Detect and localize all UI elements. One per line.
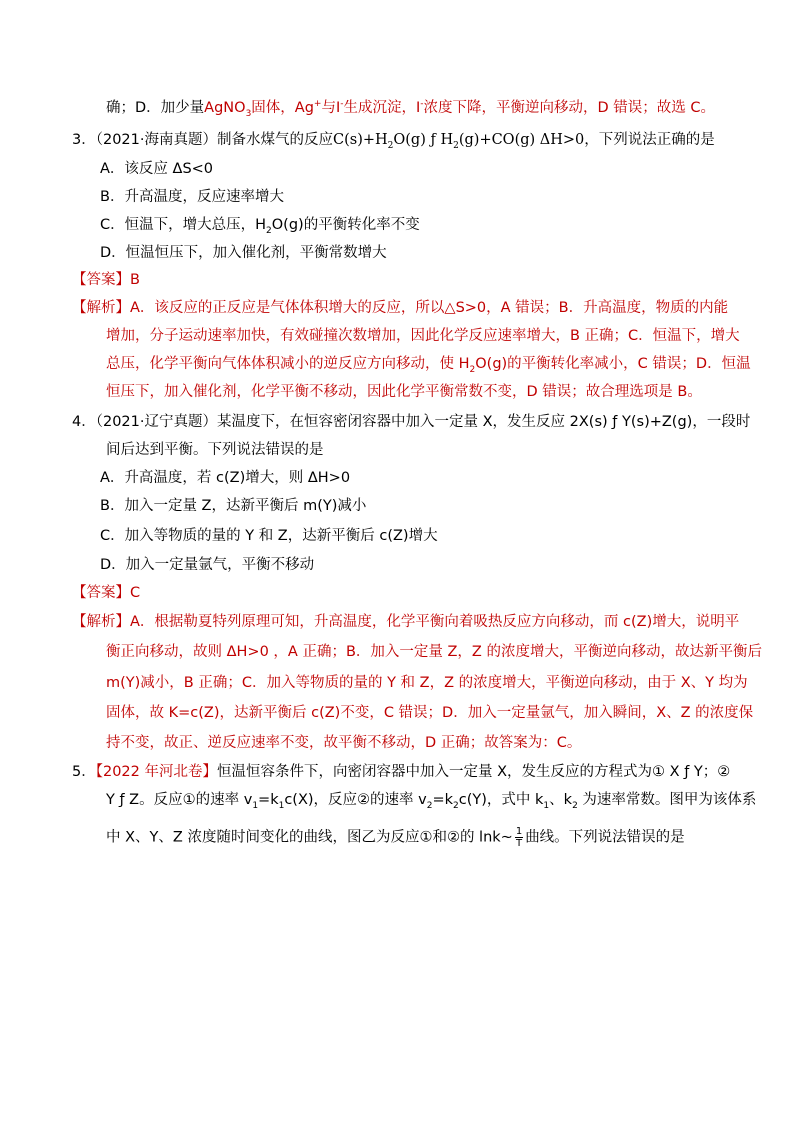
subscript: 2 [469,364,476,375]
analysis-text: 增加，分子运动速率加快，有效碰撞次数增加，因此化学反应速率增大，B 正确；C．恒温下，增大 [106,328,740,344]
q4-analysis-line-4 [106,703,753,723]
formula-agno3: AgNO [204,100,246,116]
analysis-tag: 【解析】 [72,614,130,630]
subscript: 3 [245,108,252,119]
q3-stem [72,130,715,150]
text: c(X)，反应②的速率 v [284,792,427,808]
analysis-text: A．该反应的正反应是气体体积增大的反应，所以△S>0，A 错误；B．升高温度，物质的内能 [130,300,729,316]
text: Y ƒ Z。反应①的速率 v [106,792,253,808]
q4-analysis-line-1 [72,612,739,632]
subscript: 1 [278,800,285,811]
option-text: O(g)的平衡转化率不变 [271,217,420,233]
subscript: 2 [572,800,578,811]
text: 间后达到平衡。下列说法错误的是 [106,442,324,458]
q3-option-d [100,243,387,263]
formula: H [255,217,267,233]
text: =k [258,792,279,808]
option-text: A．升高温度，若 c(Z)增大，则 ΔH>0 [100,470,351,486]
text: c(Y)，式中 k [458,792,544,808]
q3-option-c [100,215,420,235]
q4-analysis-line-3 [106,673,748,693]
text: 为速率常数。图甲为该体系 [577,792,757,808]
q4-analysis-line-2 [106,642,762,662]
analysis-text: m(Y)减小，B 正确；C．加入等物质的量的 Y 和 Z，Z 的浓度增大，平衡逆向移动，由于 X、Y 均为 [106,675,748,691]
question-number: 3． [72,132,96,148]
text: 浓度下降，平衡逆向移动，D 错误；故选 C。 [423,100,716,116]
superscript: + [313,99,322,110]
text: 确；D．加少量 [106,100,205,116]
q4-option-b [100,496,366,516]
analysis-text: 持不变，故正、逆反应速率不变，故平衡不移动，D 正确；故答案为：C。 [106,735,582,751]
fraction-numerator: 1 [515,826,523,837]
superscript: - [420,99,424,110]
fraction-one-over-t [515,826,523,849]
option-text: D．恒温恒压下，加入催化剂，平衡常数增大 [100,245,387,261]
formula-ag: Ag [294,100,314,116]
answer-tag: 【答案】 [72,272,130,288]
q4-option-d [100,555,314,575]
question-source: （2021·海南真题） [95,132,217,148]
analysis-text: O(g)的平衡转化率减小，C 错误；D．恒温 [475,356,751,372]
option-text: C．加入等物质的量的 Y 和 Z，达新平衡后 c(Z)增大 [100,528,438,544]
continuation-line [106,98,715,118]
formula-i: I [335,100,341,116]
superscript: - [340,99,344,110]
q4-answer [72,583,140,603]
q5-stem-line-2 [106,790,756,810]
q4-option-c [100,526,438,546]
text: ，下列说法正确的是 [584,132,715,148]
text: 、k [549,792,573,808]
formula-i: I [416,100,421,116]
text: =k [432,792,454,808]
text: 固体， [251,100,295,116]
analysis-text: 衡正向移动，故则 ΔH>0 ，A 正确；B．加入一定量 Z，Z 的浓度增大，平衡逆向移动，故达新平衡后 [106,644,762,660]
q4-stem-line-1 [72,412,750,432]
text: 制备水煤气的反应 [217,132,333,148]
question-source: 【2022 年河北卷】 [95,764,217,780]
answer-value: B [130,272,140,288]
q4-analysis-line-5 [106,733,581,753]
subscript: 1 [543,800,550,811]
q3-analysis-line-1 [72,298,728,318]
fraction-denominator: T [515,838,523,849]
option-text: D．加入一定量氩气，平衡不移动 [100,557,315,573]
text: 与 [321,100,336,116]
option-text: C．恒温下，增大总压， [100,217,256,233]
q5-stem-line-1 [72,762,730,782]
q5-stem-line-3 [106,826,685,849]
text: 曲线。下列说法错误的是 [525,829,685,846]
text: 恒温恒容条件下，向密闭容器中加入一定量 X，发生反应的方程式为① X ƒ Y；② [217,764,731,780]
analysis-text: 总压，化学平衡向气体体积减小的逆反应方向移动，使 H [106,356,470,372]
q3-option-a [100,159,213,179]
equation: O(g) ƒ H [393,132,454,148]
equation: C(s)+H [333,132,388,148]
q3-analysis-line-4 [106,382,702,402]
analysis-text: 固体，故 K=c(Z)，达新平衡后 c(Z)不变，C 错误；D．加入一定量氩气，加入瞬间，X、Z 的浓度保 [106,705,754,721]
q3-option-b [100,187,284,207]
subscript: 2 [266,225,272,236]
q4-stem-line-2 [106,440,324,460]
option-text: B．加入一定量 Z，达新平衡后 m(Y)减小 [100,498,367,514]
subscript: 1 [252,800,259,811]
subscript: 2 [453,800,459,811]
subscript: 2 [426,800,433,811]
q3-analysis-line-2 [106,326,740,346]
subscript: 2 [453,140,459,151]
subscript: 2 [387,140,394,151]
text: 某温度下，在恒容密闭容器中加入一定量 X，发生反应 2X(s) ƒ Y(s)+Z(g)，一段时 [217,414,751,430]
equation: (g)+CO(g) ΔH>0 [458,132,585,148]
option-text: A．该反应 ΔS<0 [100,161,214,177]
q4-option-a [100,468,350,488]
analysis-tag: 【解析】 [72,300,130,316]
question-number: 5． [72,764,96,780]
analysis-text: 恒压下，加入催化剂，化学平衡不移动，因此化学平衡常数不变，D 错误；故合理选项是 B。 [106,384,702,400]
text: 中 X、Y、Z 浓度随时间变化的曲线，图乙为反应①和②的 lnk~ [106,829,513,846]
question-number: 4． [72,414,96,430]
q3-analysis-line-3 [106,354,751,374]
answer-tag: 【答案】 [72,585,130,601]
answer-value: C [130,585,141,601]
question-source: （2021·辽宁真题） [95,414,217,430]
option-text: B．升高温度，反应速率增大 [100,189,284,205]
text: 生成沉淀， [343,100,416,116]
analysis-text: A．根据勒夏特列原理可知，升高温度，化学平衡向着吸热反应方向移动，而 c(Z)增大，说明平 [130,614,740,630]
q3-answer [72,270,140,290]
